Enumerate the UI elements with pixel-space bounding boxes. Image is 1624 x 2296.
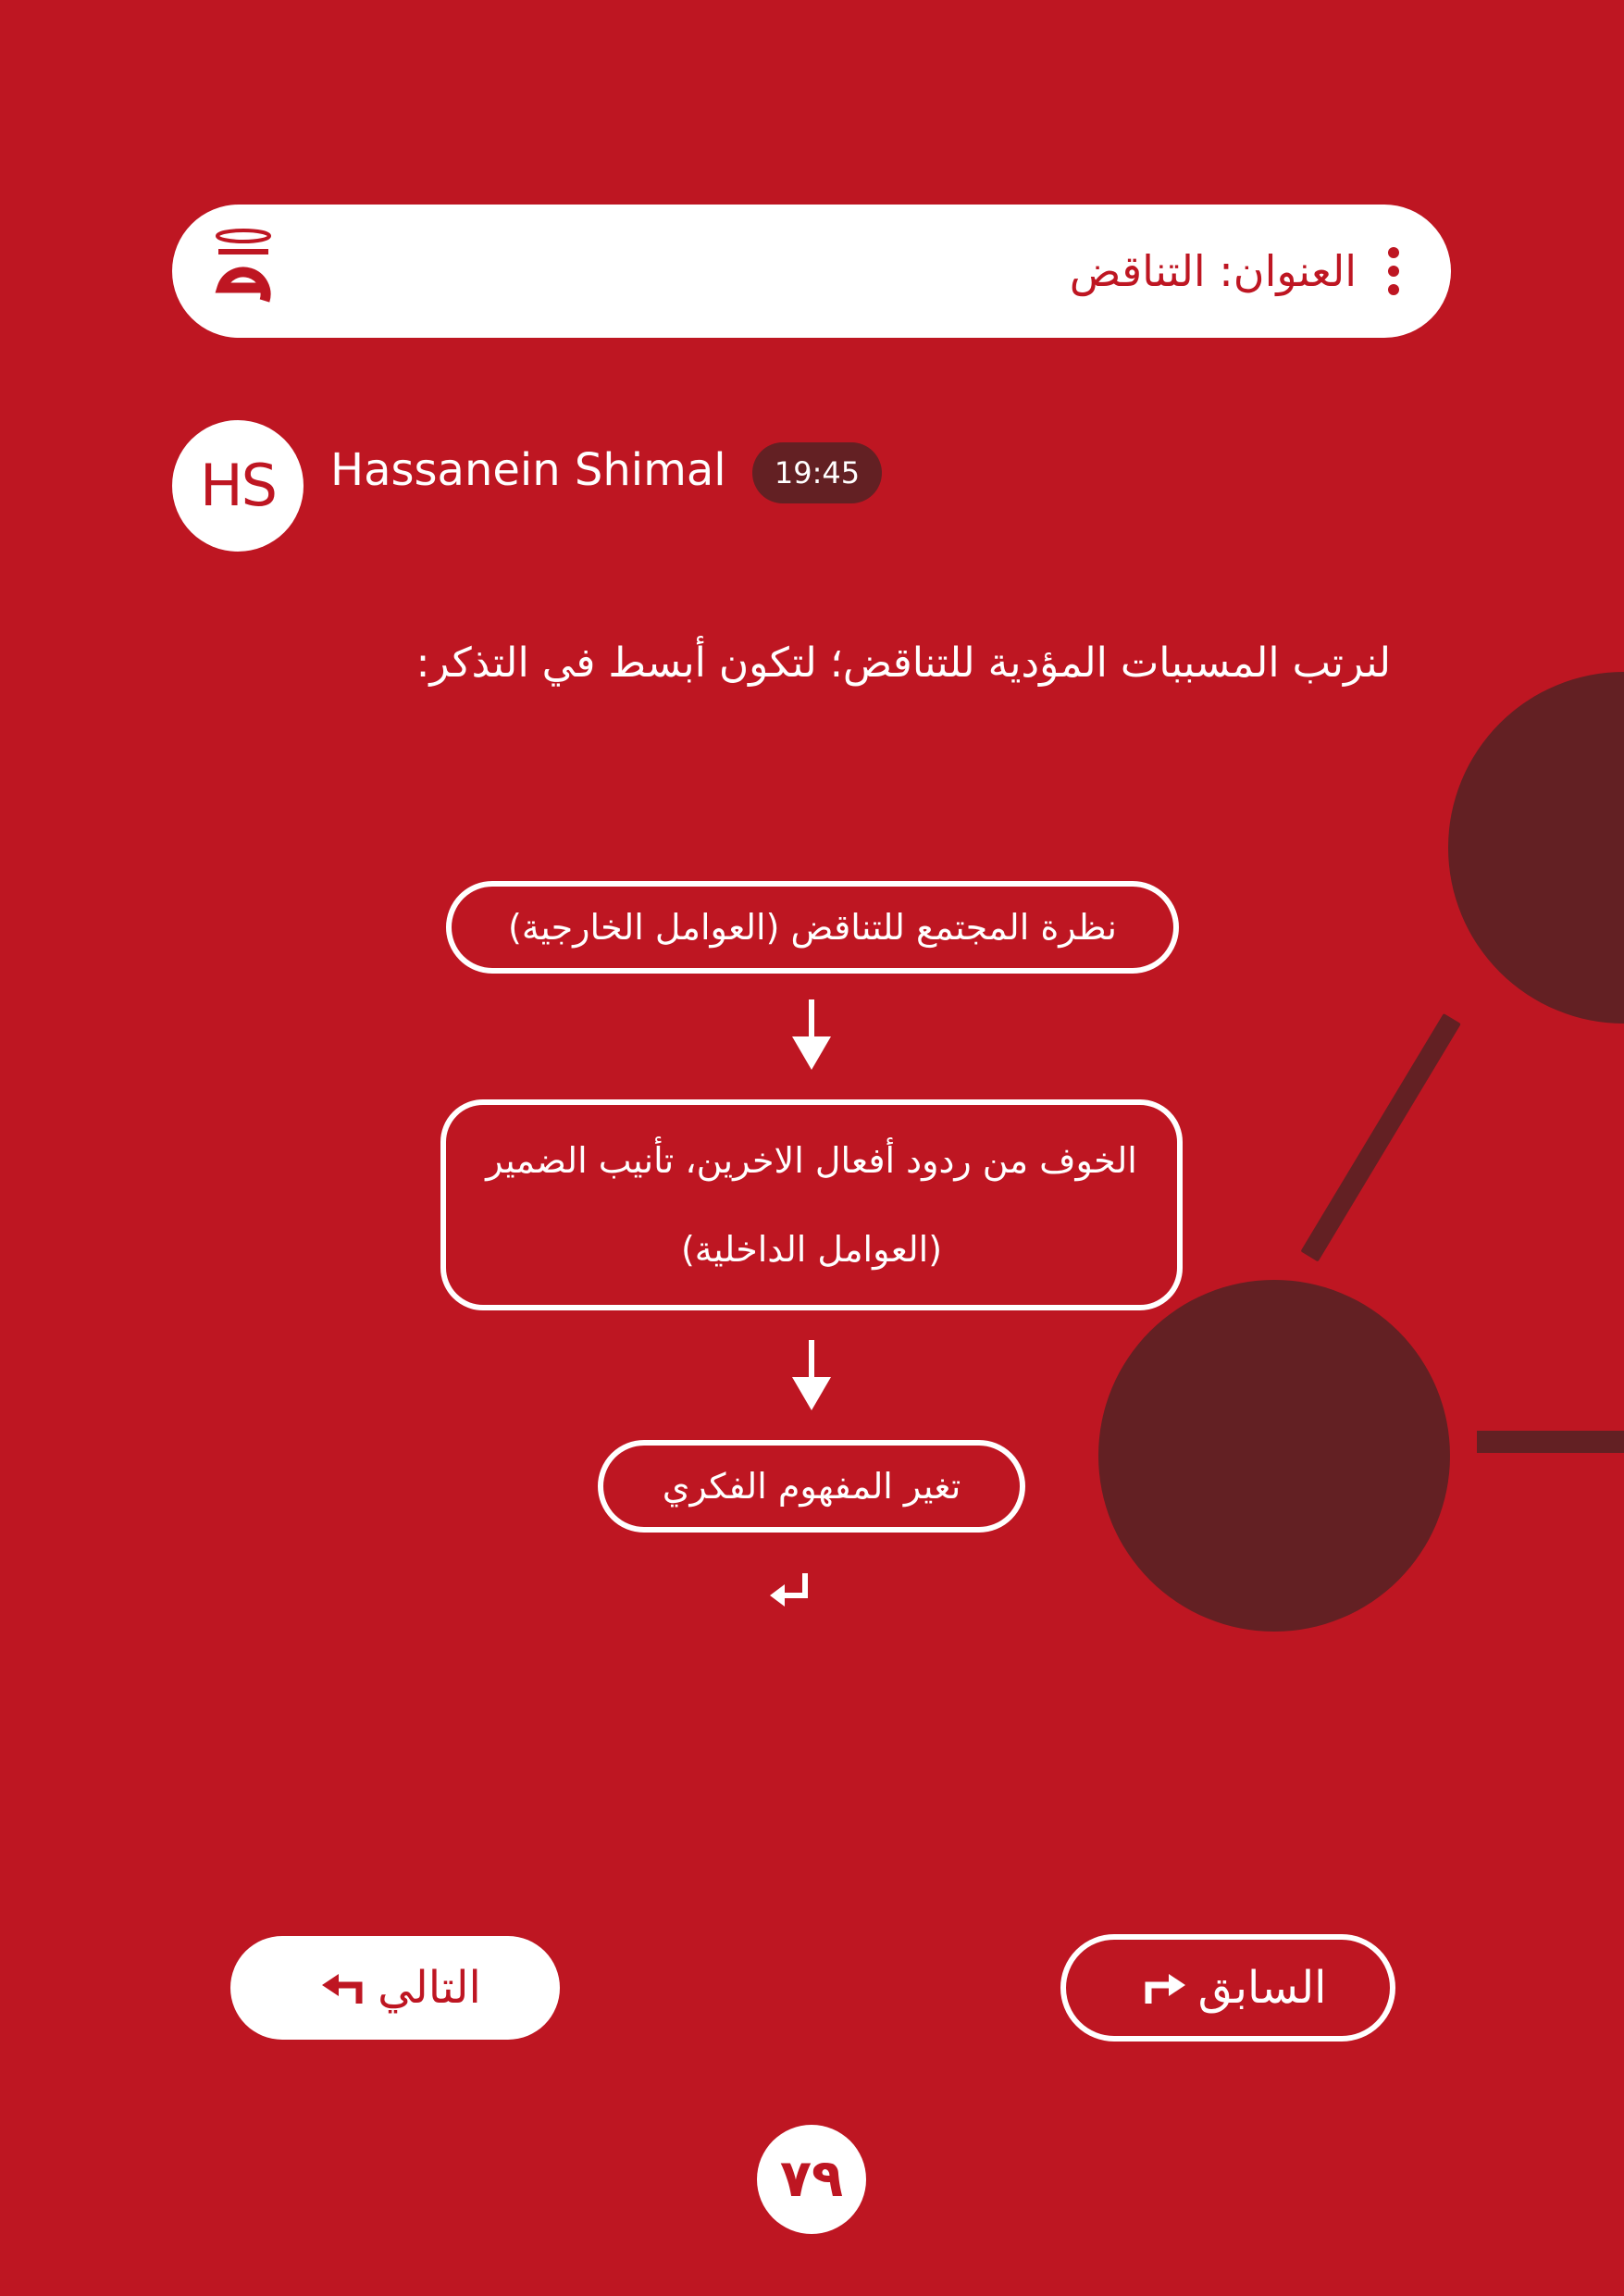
decorative-line [1477, 1431, 1624, 1453]
flow-step-label: (العوامل الداخلية) [680, 1229, 943, 1270]
flow-step-concept-change [598, 1440, 1025, 1533]
flow-step-label: نظرة المجتمع للتناقض (العوامل الخارجية) [508, 907, 1117, 948]
header-bar [172, 205, 1451, 338]
flow-step-fear-conscience [440, 1099, 1183, 1310]
previous-button[interactable] [1060, 1934, 1395, 2042]
next-button[interactable] [230, 1936, 560, 2040]
page-title: العنوان: التناقض [1069, 246, 1357, 296]
intro-text: لنرتب المسببات المؤدية للتناقض؛ لتكون أبسط في التذكر: [415, 639, 1391, 687]
turn-right-arrow-icon [1143, 1972, 1185, 2004]
more-options-icon[interactable] [1388, 247, 1399, 295]
flow-step-label: الخوف من ردود أفعال الاخرين، تأنيب الضمير [486, 1140, 1137, 1181]
next-button-label: التالي [378, 1962, 481, 2014]
page-number: ٧٩ [757, 2125, 866, 2234]
decorative-circle [1098, 1280, 1450, 1632]
decorative-line [1300, 1013, 1460, 1261]
turn-left-arrow-icon [322, 1972, 365, 2004]
avatar: HS [172, 420, 304, 552]
arrow-down-icon [792, 1340, 831, 1410]
flow-step-society-view [446, 881, 1179, 974]
timestamp-badge: 19:45 [752, 442, 882, 503]
username: Hassanein Shimal [330, 444, 726, 496]
arrow-down-icon [792, 999, 831, 1070]
previous-button-label: السابق [1197, 1962, 1327, 2014]
flow-step-label: تغير المفهوم الفكري [662, 1466, 961, 1507]
app-logo-icon [202, 223, 285, 325]
return-arrow-icon [770, 1571, 812, 1608]
decorative-circle [1448, 672, 1624, 1024]
